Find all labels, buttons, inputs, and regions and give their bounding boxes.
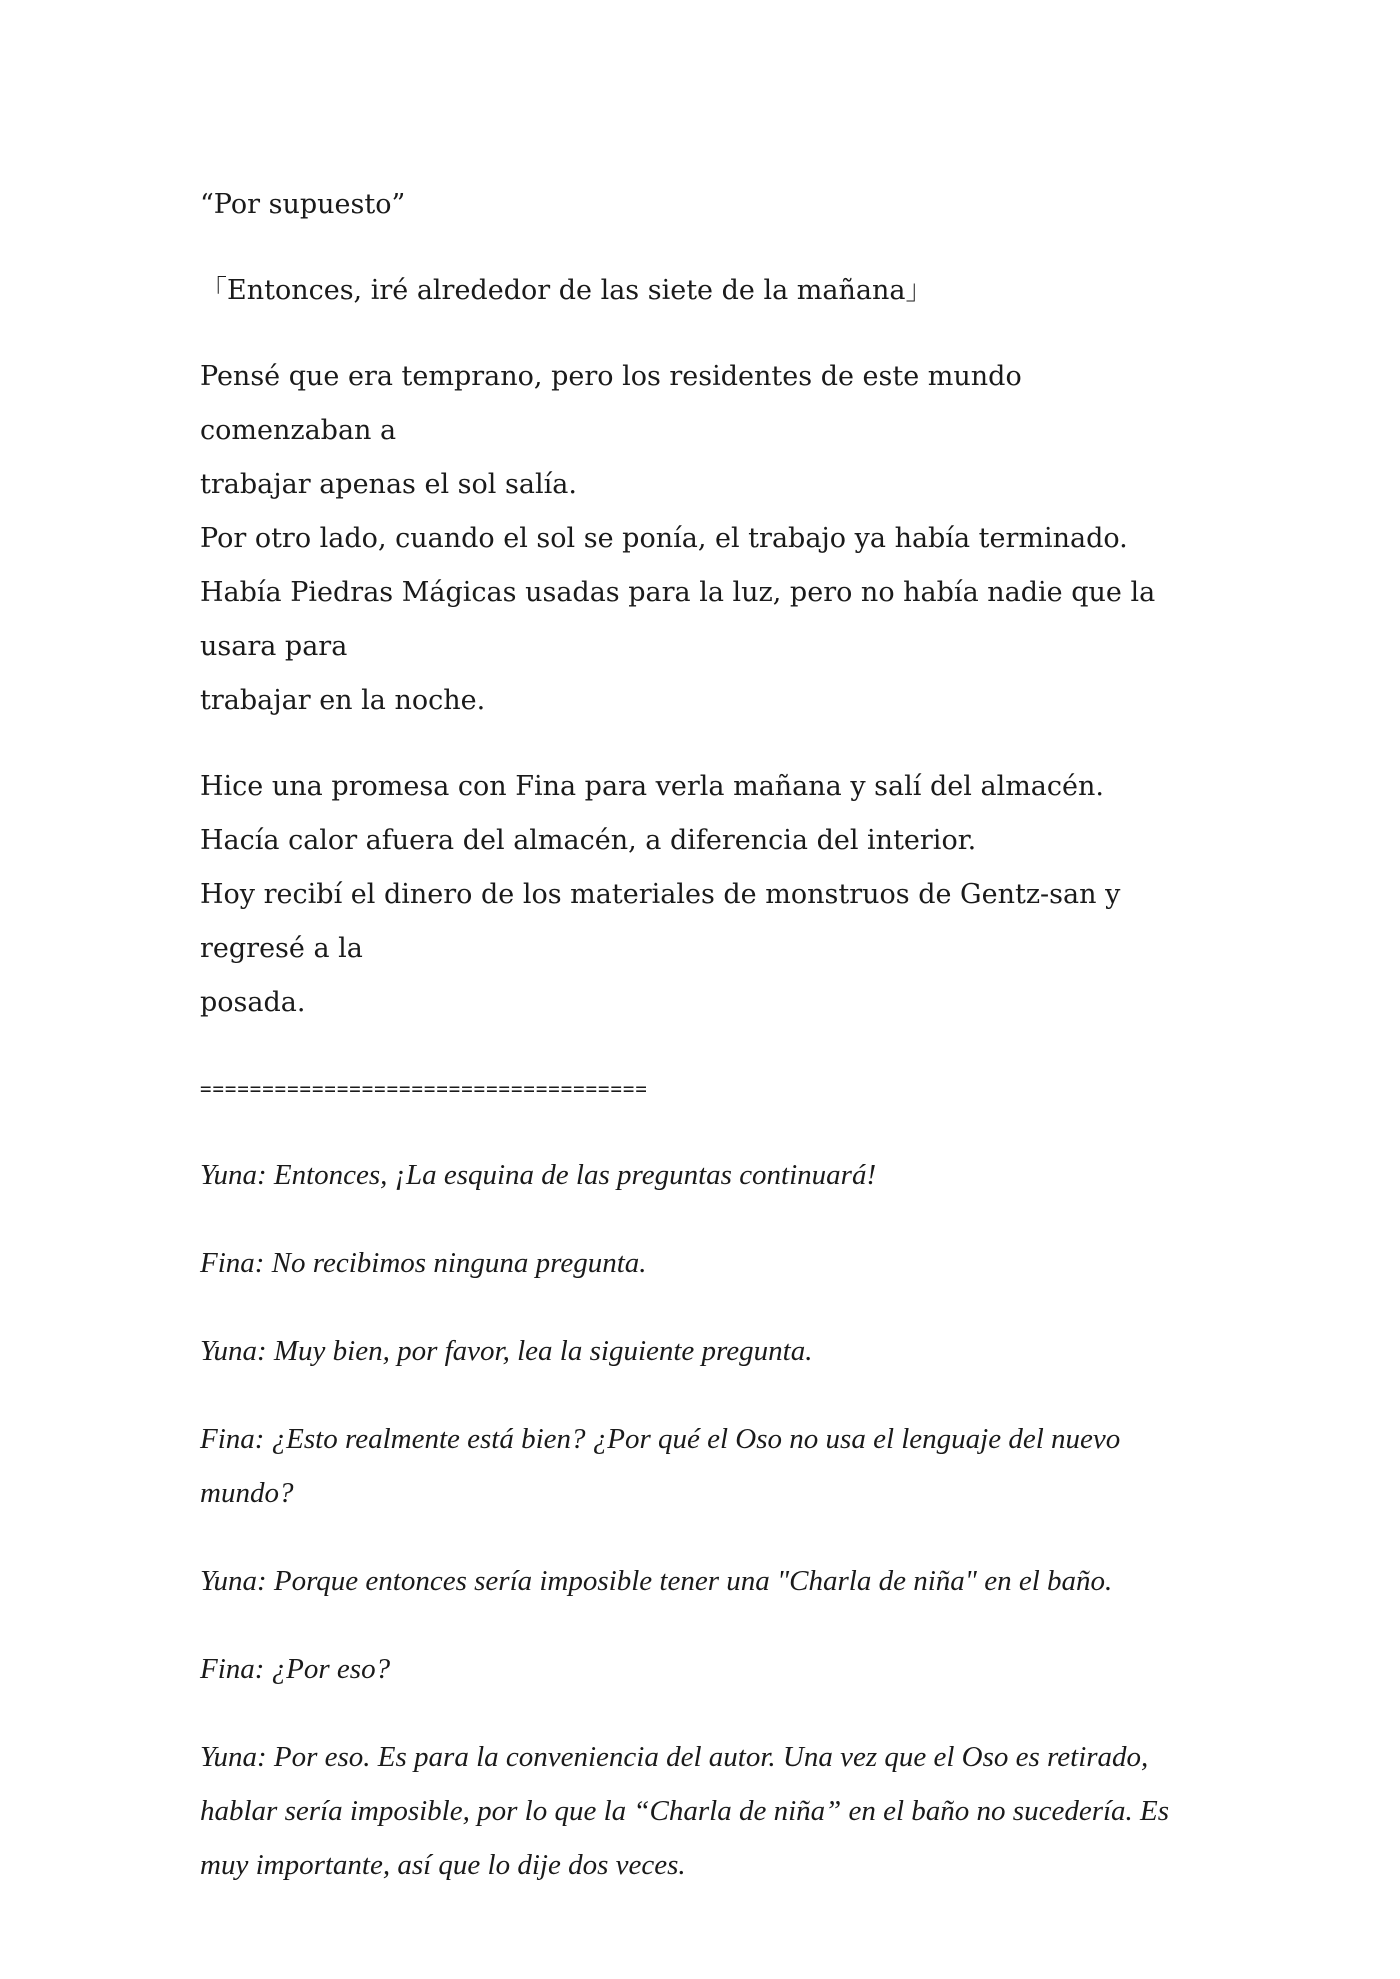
dialogue-line: hablar sería imposible, por lo que la “Charla de niña” en el baño no sucedería. Es [200, 1795, 1170, 1827]
paragraph-gap [200, 232, 1200, 264]
paragraph-gap [200, 728, 1200, 760]
text-line: Hice una promesa con Fina para verla mañana y salí del almacén. [200, 771, 1104, 802]
paragraph-gap [200, 1520, 1200, 1554]
paragraph-gap [200, 1378, 1200, 1412]
section-separator: ==================================== [200, 1078, 648, 1100]
afterword-dialogue [200, 1148, 1200, 1892]
document-body [200, 178, 1200, 1892]
text-line: Había Piedras Mágicas usadas para la luz, pero no había nadie que la usara para [200, 577, 1156, 662]
text-line: posada. [200, 987, 306, 1018]
dialogue-line: Yuna: Muy bien, por favor, lea la siguiente pregunta. [200, 1335, 813, 1367]
dialogue-line: Fina: ¿Esto realmente está bien? ¿Por qué el Oso no usa el lenguaje del nuevo [200, 1423, 1121, 1455]
paragraph-gap [200, 1608, 1200, 1642]
dialogue-line: mundo? [200, 1477, 294, 1509]
paragraph-gap [200, 1030, 1200, 1062]
paragraph-gap [200, 1696, 1200, 1730]
paragraph-entonces: 「Entonces, iré alrededor de las siete de la mañana」 [200, 275, 933, 306]
paragraph-por-supuesto: “Por supuesto” [200, 189, 406, 220]
paragraph-gap [200, 1202, 1200, 1236]
dialogue-line: Fina: No recibimos ninguna pregunta. [200, 1247, 647, 1279]
paragraph-narration-1 [200, 350, 1200, 728]
dialogue-block [200, 1412, 1200, 1520]
dialogue-line: Yuna: Porque entonces sería imposible tener una "Charla de niña" en el baño. [200, 1565, 1113, 1597]
paragraph-narration-2 [200, 760, 1200, 1030]
text-line: trabajar apenas el sol salía. [200, 469, 577, 500]
paragraph-gap [200, 1290, 1200, 1324]
dialogue-line: Yuna: Entonces, ¡La esquina de las preguntas continuará! [200, 1159, 877, 1191]
text-line: Por otro lado, cuando el sol se ponía, el trabajo ya había terminado. [200, 523, 1128, 554]
dialogue-block [200, 1730, 1200, 1892]
text-line: Hoy recibí el dinero de los materiales de monstruos de Gentz-san y regresé a la [200, 879, 1121, 964]
text-line: Pensé que era temprano, pero los residentes de este mundo comenzaban a [200, 361, 1022, 446]
paragraph-gap [200, 1116, 1200, 1148]
text-line: trabajar en la noche. [200, 685, 486, 716]
dialogue-line: muy importante, así que lo dije dos veces. [200, 1849, 686, 1881]
dialogue-line: Yuna: Por eso. Es para la conveniencia del autor. Una vez que el Oso es retirado, [200, 1741, 1149, 1773]
paragraph-gap [200, 318, 1200, 350]
dialogue-line: Fina: ¿Por eso? [200, 1653, 391, 1685]
text-line: Hacía calor afuera del almacén, a diferencia del interior. [200, 825, 977, 856]
